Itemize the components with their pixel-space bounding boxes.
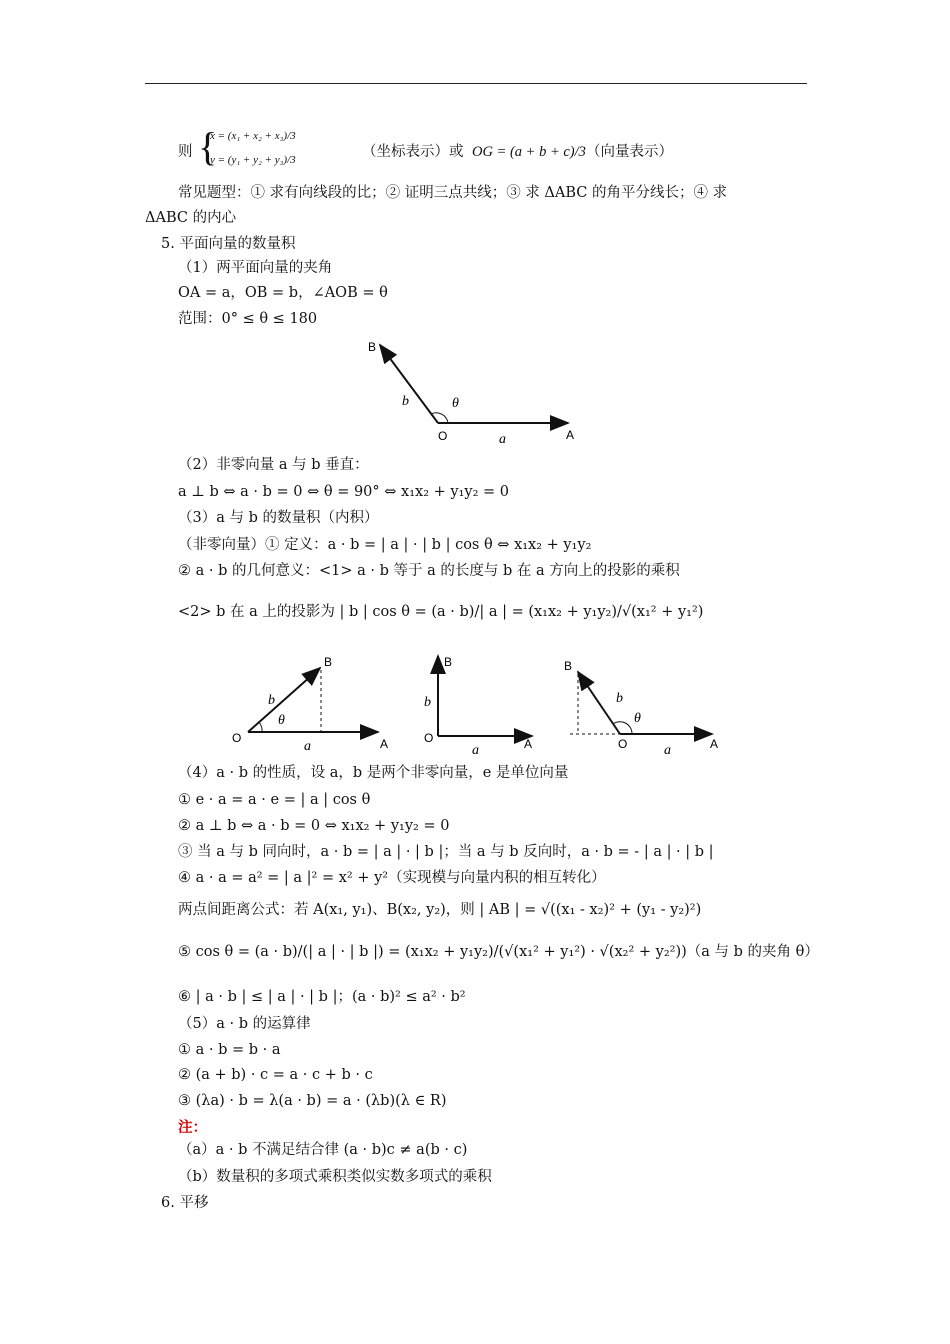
header-rule [145, 83, 807, 84]
label-theta: θ [278, 713, 285, 728]
text-line: （3）a 与 b 的数量积（内积） [178, 510, 379, 526]
formula-line: ① a · b = b · a [178, 1042, 281, 1058]
text-line: （4）a · b 的性质，设 a，b 是两个非零向量，e 是单位向量 [178, 765, 569, 781]
text-line: 范围：0° ≤ θ ≤ 180 [178, 311, 318, 327]
note-label: 注： [178, 1119, 207, 1136]
label-vector-a: a [499, 432, 506, 447]
formula-line: ③ (λa) · b = λ(a · b) = a · (λb)(λ ∈ R) [178, 1093, 447, 1109]
label-b-point: B [324, 655, 333, 669]
formula-x: x = (x₁ + x₂ + x₃)/3 [210, 130, 296, 142]
formula-line: ② (a + b) · c = a · c + b · c [178, 1067, 373, 1083]
figure-obtuse [560, 650, 730, 755]
formula-line: 两点间距离公式：若 A(x₁, y₁)、B(x₂, y₂)，则 | AB | = √((x₁ - x₂)² + (y₁ - y₂)²) [178, 902, 702, 918]
label-b-point: B [444, 655, 453, 669]
label-b-point: B [368, 340, 377, 354]
label-o: O [424, 731, 434, 745]
text-line: （2）非零向量 a 与 b 垂直： [178, 457, 369, 473]
figure-angle [358, 335, 588, 450]
formula-line: ④ a · a = a² = | a |² = x² + y²（实现模与向量内积的相互转化） [178, 870, 606, 886]
formula-line: <2> b 在 a 上的投影为 | b | cos θ = (a · b)/| a | = (x₁x₂ + y₁y₂)/√(x₁² + y₁²) [178, 604, 704, 620]
vector-b [380, 345, 438, 423]
formula-line: OA = a，OB = b，∠AOB = θ [178, 285, 388, 301]
formula-line: ② a ⊥ b ⇔ a · b = 0 ⇔ x₁x₂ + y₁y₂ = 0 [178, 818, 450, 834]
label-a-point: A [380, 737, 389, 751]
label-vector-a: a [472, 743, 479, 755]
figure-right [420, 650, 545, 755]
section-heading: 6. 平移 [161, 1195, 209, 1211]
label-o: O [438, 429, 448, 443]
formula-og: OG = (a + b + c)/3 [472, 144, 586, 160]
brace: { [198, 124, 218, 169]
label-a-point: A [524, 737, 533, 751]
label-vector-b: b [424, 695, 431, 710]
section-heading: 5. 平面向量的数量积 [161, 236, 296, 252]
label-a-point: A [566, 428, 575, 442]
text-line: （坐标表示）或 [362, 144, 464, 160]
text-line: 则 [178, 144, 193, 160]
formula-y: y = (y₁ + y₂ + y₃)/3 [210, 154, 296, 166]
label-o: O [618, 737, 628, 751]
text-line: （5）a · b 的运算律 [178, 1016, 311, 1032]
formula-line: （非零向量）① 定义：a · b = | a | · | b | cos θ ⇔ x₁x₂ + y₁y₂ [178, 537, 592, 553]
text-line: （1）两平面向量的夹角 [178, 260, 333, 276]
formula-line: ⑥ | a · b | ≤ | a | · | b |；(a · b)² ≤ a² · b² [178, 989, 466, 1005]
text-line: ΔABC 的内心 [145, 210, 237, 226]
formula-line: ③ 当 a 与 b 同向时，a · b = | a | · | b |；当 a 与 b 反向时，a · b = - | a | · | b | [178, 844, 714, 860]
text-line: （向量表示） [586, 144, 673, 160]
label-theta: θ [634, 711, 641, 726]
text-line: ② a · b 的几何意义：<1> a · b 等于 a 的长度与 b 在 a 方向上的投影的乘积 [178, 563, 680, 579]
label-vector-b: b [616, 691, 623, 706]
label-vector-a: a [664, 743, 671, 755]
formula-line: （a）a · b 不满足结合律 (a · b)c ≠ a(b · c) [178, 1142, 468, 1158]
formula-line: ① e · a = a · e = | a | cos θ [178, 792, 371, 808]
text-line: 常见题型：① 求有向线段的比；② 证明三点共线；③ 求 ΔABC 的角平分线长；④ 求 [178, 185, 728, 201]
figure-acute [228, 650, 398, 755]
label-vector-b: b [402, 394, 409, 409]
label-b-point: B [564, 659, 573, 673]
label-o: O [232, 731, 242, 745]
label-vector-a: a [304, 739, 311, 754]
label-theta: θ [452, 396, 459, 411]
formula-line: a ⊥ b ⇔ a · b = 0 ⇔ θ = 90° ⇔ x₁x₂ + y₁y₂ = 0 [178, 484, 509, 500]
label-a-point: A [710, 737, 719, 751]
label-vector-b: b [268, 693, 275, 708]
text-line: （b）数量积的多项式乘积类似实数多项式的乘积 [178, 1169, 492, 1185]
formula-line: ⑤ cos θ = (a · b)/(| a | · | b |) = (x₁x₂ + y₁y₂)/(√(x₁² + y₁²) · √(x₂² + y₂²))（a 与 b 的夹角 θ） [178, 944, 819, 960]
